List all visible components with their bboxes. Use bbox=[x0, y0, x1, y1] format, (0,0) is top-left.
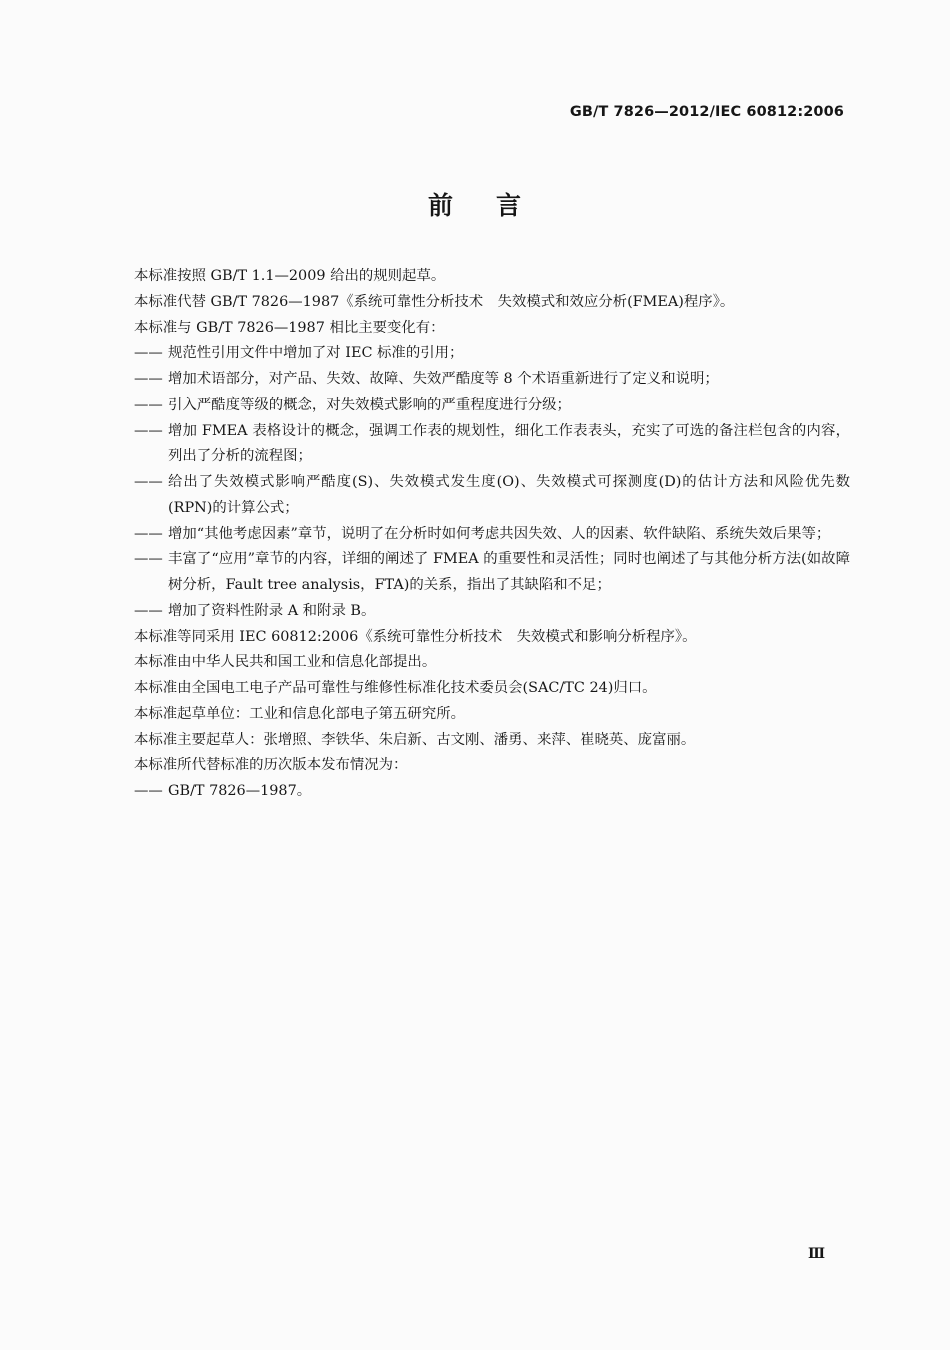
change-text: 给出了失效模式影响严酷度(S)、失效模式发生度(O)、失效模式可探测度(D)的估计方法和风险优先数(RPN)的计算公式； bbox=[168, 474, 850, 516]
change-text: 增加术语部分，对产品、失效、故障、失效严酷度等 8 个术语重新进行了定义和说明； bbox=[168, 371, 719, 387]
change-item bbox=[134, 367, 850, 393]
standard-number: GB/T 7826—2012/IEC 60812:2006 bbox=[569, 104, 844, 120]
change-text: 增加 FMEA 表格设计的概念，强调工作表的规划性，细化工作表表头，充实了可选的备注栏包含的内容，列出了分析的流程图； bbox=[168, 422, 850, 465]
change-text: 规范性引用文件中增加了对 IEC 标准的引用； bbox=[168, 345, 464, 362]
dash-marker: —— bbox=[134, 345, 163, 362]
title-char-2: 言 bbox=[496, 191, 523, 220]
change-item bbox=[134, 599, 850, 625]
page-number: Ⅲ bbox=[807, 1246, 824, 1262]
paragraph: 本标准按照 GB/T 1.1—2009 给出的规则起草。 bbox=[134, 268, 446, 284]
paragraph: 本标准由中华人民共和国工业和信息化部提出。 bbox=[134, 654, 437, 671]
change-text: 丰富了“应用”章节的内容，详细的阐述了 FMEA 的重要性和灵活性；同时也阐述了与其他分析方法(如故障树分析，Fault tree analysis，FTA)的关系，指出了其缺陷和不足； bbox=[168, 551, 850, 593]
history-item bbox=[134, 779, 850, 805]
change-item bbox=[134, 341, 850, 367]
dash-marker: —— bbox=[134, 551, 163, 568]
change-text: 增加了资料性附录 A 和附录 B。 bbox=[168, 602, 376, 619]
change-text: 增加“其他考虑因素”章节，说明了在分析时如何考虑共因失效、人的因素、软件缺陷、系统失效后果等； bbox=[168, 525, 831, 542]
paragraph: 本标准等同采用 IEC 60812:2006《系统可靠性分析技术 失效模式和影响分析程序》。 bbox=[134, 628, 697, 645]
foreword-body bbox=[134, 264, 850, 805]
page-title bbox=[0, 186, 950, 222]
dash-marker: —— bbox=[134, 783, 163, 799]
dash-marker: —— bbox=[134, 396, 163, 413]
change-text: 引入严酷度等级的概念，对失效模式影响的严重程度进行分级； bbox=[168, 396, 571, 413]
paragraph: 本标准起草单位：工业和信息化部电子第五研究所。 bbox=[134, 705, 465, 722]
dash-marker: —— bbox=[134, 422, 163, 439]
dash-marker: —— bbox=[134, 371, 163, 387]
change-item bbox=[134, 393, 850, 419]
change-item bbox=[134, 522, 850, 548]
paragraph: 本标准主要起草人：张增照、李铁华、朱启新、古文刚、潘勇、来萍、崔晓英、庞富丽。 bbox=[134, 731, 696, 748]
dash-marker: —— bbox=[134, 602, 163, 619]
dash-marker: —— bbox=[134, 525, 163, 542]
paragraph: 本标准代替 GB/T 7826—1987《系统可靠性分析技术 失效模式和效应分析(FMEA)程序》。 bbox=[134, 293, 735, 310]
paragraph: 本标准所代替标准的历次版本发布情况为： bbox=[134, 757, 408, 774]
title-char-1: 前 bbox=[427, 191, 454, 220]
change-item bbox=[134, 419, 850, 471]
dash-marker: —— bbox=[134, 474, 163, 490]
change-item bbox=[134, 547, 850, 599]
paragraph: 本标准由全国电工电子产品可靠性与维修性标准化技术委员会(SAC/TC 24)归口。 bbox=[134, 680, 657, 696]
paragraph: 本标准与 GB/T 7826—1987 相比主要变化有： bbox=[134, 319, 445, 336]
change-item bbox=[134, 470, 850, 522]
history-text: GB/T 7826—1987。 bbox=[168, 783, 312, 799]
